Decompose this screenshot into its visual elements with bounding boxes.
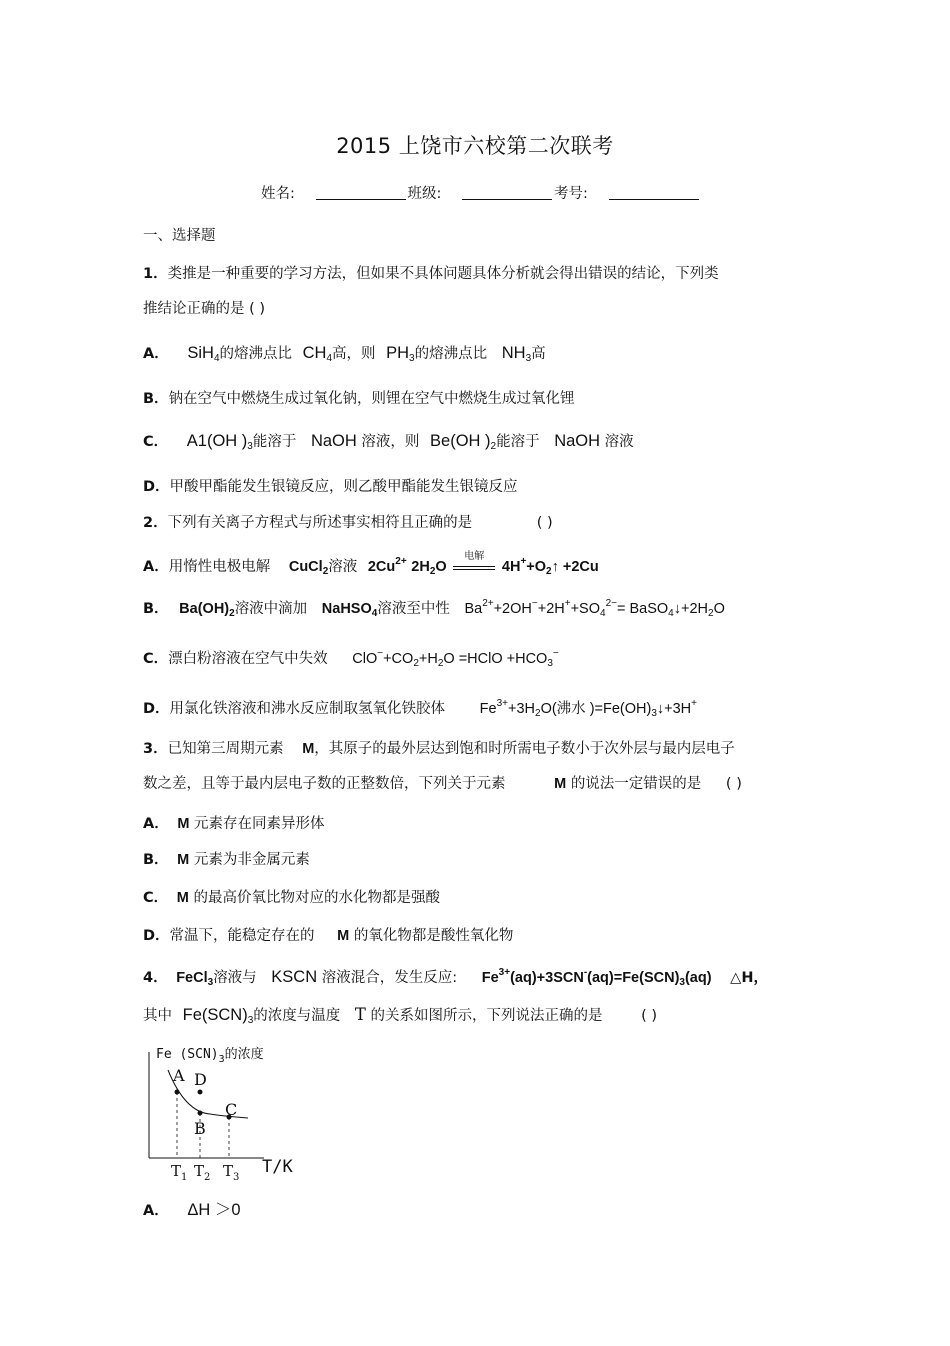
arrow-label: 电解 (464, 551, 485, 562)
formula-nahso4: NaHSO (321, 601, 372, 617)
formula-fescn3: (aq)=Fe(SCN) (587, 970, 680, 986)
q2-option-b[interactable] (143, 594, 725, 624)
option-text: 高，则 (332, 346, 376, 362)
formula-feoh3: O(沸水 )=Fe(OH) (540, 701, 652, 717)
subscript: 2 (546, 566, 552, 577)
q3-text: ，其原子的最外层达到饱和时所需电子数小于次外层与最内层电子 (314, 741, 735, 757)
formula-cu: ↑ +2Cu (551, 559, 599, 575)
subscript: 2 (413, 658, 419, 669)
element-m: M (337, 928, 350, 944)
superscript: 2− (605, 598, 617, 609)
graph-xlabel: T/K (262, 1157, 293, 1177)
formula-o: O (713, 601, 725, 617)
formula-4h: 4H (501, 559, 521, 575)
option-text: 的最高价氧比物对应的水化物都是强酸 (193, 890, 440, 906)
graph-ylabel: Fe $(SCN)_3$的浓度 (156, 1047, 264, 1065)
formula-fe3: Fe (481, 970, 499, 986)
q3-text: 的说法一定错误的是 (570, 776, 702, 792)
q4-option-a[interactable] (143, 1200, 241, 1221)
formula-o2: +O (526, 559, 547, 575)
subscript: 2 (322, 566, 329, 577)
option-text: ΔH ＞0 (187, 1201, 241, 1219)
formula-sih4: SiH (187, 344, 214, 362)
student-info (261, 182, 701, 203)
option-label: C． (143, 651, 169, 667)
formula-so4: +SO (570, 601, 601, 617)
q1-number: 1． (143, 266, 168, 282)
option-text: 的熔沸点比 (219, 346, 292, 362)
q4-stem-line1 (143, 963, 768, 993)
subscript: 3 (207, 977, 214, 988)
q1-stem-line2: 推结论正确的是 ( ) (143, 301, 266, 317)
superscript: - (583, 967, 588, 978)
q4-stem-line2 (143, 1005, 657, 1031)
answer-paren: ( ) (536, 515, 553, 531)
option-text: 溶液至中性 (377, 601, 450, 617)
element-m: M (554, 776, 567, 792)
subscript: 4 (600, 608, 606, 619)
q2-option-a[interactable] (143, 552, 599, 582)
option-text: 能溶于 (496, 434, 540, 450)
formula-ch4: CH (302, 344, 327, 362)
q2-number: 2． (143, 515, 168, 531)
formula-naoh: NaOH (554, 432, 601, 450)
formula-fescn3: Fe(SCN) (182, 1006, 248, 1024)
subscript: 2 (708, 608, 714, 619)
delta-h: △H， (730, 970, 768, 986)
q1-option-c[interactable] (143, 431, 634, 457)
option-text: 溶液 (604, 434, 634, 450)
subscript: 2 (229, 608, 235, 619)
point-b (198, 1111, 203, 1116)
element-m: M (176, 890, 189, 906)
option-label: B． (143, 852, 169, 868)
formula-scn: (aq)+3SCN (510, 970, 584, 986)
section-heading: 一、选择题 (143, 228, 216, 244)
subscript: 3 (409, 353, 415, 364)
q3-text: 已知第三周期元素 (167, 741, 284, 757)
formula-baoh2: Ba(OH) (179, 601, 230, 617)
option-text: 高 (531, 346, 546, 362)
option-text: 钠在空气中燃烧生成过氧化钠，则锂在空气中燃烧生成过氧化锂 (168, 391, 575, 407)
subscript: 4 (668, 608, 674, 619)
q3-stem-line1 (143, 739, 735, 759)
subscript: 3 (247, 1015, 254, 1026)
tick-t1: $T_1$ (171, 1162, 188, 1183)
superscript: − (552, 648, 559, 659)
q1-option-a[interactable] (143, 343, 546, 369)
option-text: 漂白粉溶液在空气中失效 (168, 651, 328, 667)
tick-t3: $T_3$ (223, 1162, 240, 1183)
point-a (175, 1090, 180, 1095)
option-text: 能溶于 (252, 434, 297, 450)
formula-baso4: = BaSO (616, 601, 669, 617)
q2-stem-text: 下列有关离子方程式与所述事实相符且正确的是 (167, 515, 473, 531)
formula-h: +2H (537, 601, 565, 617)
q4-text: 的浓度与温度 (253, 1008, 341, 1024)
q4-text: 其中 (143, 1008, 172, 1024)
point-d (198, 1090, 203, 1095)
q3-number: 3． (143, 741, 168, 757)
option-text: 元素存在同素异形体 (194, 816, 325, 832)
answer-paren: ( ) (641, 1008, 658, 1024)
class-label: 班级: (407, 186, 442, 202)
superscript: − (377, 648, 384, 659)
formula-cucl2: CuCl (288, 559, 323, 575)
superscript: + (691, 698, 697, 709)
q1-stem-line1 (143, 264, 719, 284)
q3-text: 数之差，且等于最内层电子数的正整数倍，下列关于元素 (143, 776, 506, 792)
q2-option-c[interactable] (143, 644, 559, 674)
superscript: 3+ (498, 967, 511, 978)
formula-fecl3: FeCl (176, 970, 208, 986)
option-label: D． (143, 701, 170, 717)
number-label: 考号: (554, 186, 588, 202)
formula-nh3: NH (501, 344, 526, 362)
option-text: 的氧化物都是酸性氧化物 (353, 928, 514, 944)
option-label: C． (143, 434, 169, 450)
q4-text: 溶液混合，发生反应: (321, 970, 458, 986)
option-label: B． (143, 601, 169, 617)
option-text: 溶液 (328, 559, 358, 575)
option-label: A． (143, 1203, 169, 1219)
class-field[interactable] (462, 185, 552, 200)
formula-co2: +CO (383, 651, 414, 667)
label-c: C (225, 1100, 238, 1119)
formula-aloh3: A1(OH ) (186, 432, 248, 450)
option-text: 溶液中滴加 (234, 601, 308, 617)
q3-stem-line2 (143, 774, 742, 794)
superscript: 2+ (482, 598, 494, 609)
q1-stem-text1: 类推是一种重要的学习方法，但如果不具体问题具体分析就会得出错误的结论，下列类 (167, 266, 719, 282)
name-label: 姓名: (261, 186, 295, 202)
formula-h: +H (418, 651, 438, 667)
option-text: 用惰性电极电解 (168, 559, 271, 575)
superscript: + (564, 598, 571, 609)
option-text: 甲酸甲酯能发生银镜反应，则乙酸甲酯能发生银镜反应 (169, 479, 518, 495)
label-d: D (194, 1070, 207, 1089)
formula-3h-plus: ↓+3H (656, 701, 692, 717)
superscript: − (531, 598, 538, 609)
name-field[interactable] (316, 185, 406, 200)
subscript: 4 (371, 608, 378, 619)
formula-o: O (435, 559, 447, 575)
tick-t2: $T_2$ (194, 1162, 211, 1183)
subscript: 2 (535, 708, 541, 719)
label-b: B (194, 1119, 206, 1138)
option-label: A． (143, 346, 169, 362)
formula-ph3: PH (386, 344, 410, 362)
subscript: 3 (651, 708, 657, 719)
option-label: B． (143, 391, 169, 407)
option-label: C． (143, 890, 169, 906)
q1-option-d[interactable] (143, 477, 518, 497)
subscript: 3 (547, 658, 553, 669)
q4-text: 的关系如图所示，下列说法正确的是 (370, 1008, 603, 1024)
q3-option-d[interactable] (143, 926, 513, 946)
formula-hclo-hco3: O =HClO +HCO (443, 651, 548, 667)
option-label: A． (143, 559, 169, 575)
formula-naoh: NaOH (310, 432, 357, 450)
subscript: 4 (213, 353, 220, 364)
label-a: A (173, 1066, 185, 1085)
superscript: + (520, 556, 527, 567)
q1-option-b[interactable] (143, 389, 575, 409)
option-label: D． (143, 479, 170, 495)
symbol-t: T (354, 1005, 366, 1024)
element-m: M (177, 852, 190, 868)
option-text: 元素为非金属元素 (193, 852, 310, 868)
formula-oh: +2OH (493, 601, 532, 617)
q3-option-c[interactable] (143, 888, 440, 908)
subscript: 3 (525, 353, 532, 364)
formula-cu2plus: 2Cu (367, 559, 396, 575)
option-text: 的熔沸点比 (414, 346, 488, 362)
subscript: 4 (326, 353, 333, 364)
q3-option-a[interactable] (143, 814, 325, 834)
formula-3h: +3H (507, 701, 535, 717)
option-text: 用氯化铁溶液和沸水反应制取氢氧化铁胶体 (169, 701, 446, 717)
element-m: M (302, 741, 315, 757)
q2-stem (143, 513, 553, 533)
subscript: 3 (247, 441, 253, 452)
option-label: D． (143, 928, 170, 944)
option-label: A． (143, 816, 169, 832)
superscript: 2+ (395, 556, 407, 567)
formula-2h: ↓+2H (673, 601, 708, 617)
superscript: 3+ (496, 698, 508, 709)
page-title: 2015 上饶市六校第二次联考 (336, 134, 614, 158)
q4-text: 溶液与 (213, 970, 257, 986)
subscript: 2 (437, 658, 444, 669)
number-field[interactable] (609, 185, 699, 200)
formula-aq: (aq) (684, 970, 712, 986)
subscript: 3 (679, 977, 685, 988)
option-text: 常温下，能稳定存在的 (169, 928, 315, 944)
q2-option-d[interactable] (143, 694, 697, 724)
subscript: 2 (429, 566, 436, 577)
formula-kscn: KSCN (271, 968, 318, 986)
option-text: 溶液，则 (361, 434, 420, 450)
answer-paren: ( ) (725, 776, 742, 792)
formula-beoh2: Be(OH ) (430, 432, 491, 450)
formula-clo: ClO (352, 651, 378, 667)
formula-fe: Fe (479, 701, 497, 717)
element-m: M (177, 816, 190, 832)
q4-number: 4． (143, 970, 168, 986)
concentration-temperature-graph (140, 1040, 340, 1190)
q3-option-b[interactable] (143, 850, 310, 870)
formula-2h2o: 2H (411, 559, 430, 575)
formula-ba: Ba (464, 601, 483, 617)
electrolysis-arrow (451, 551, 497, 575)
subscript: 2 (490, 441, 497, 452)
